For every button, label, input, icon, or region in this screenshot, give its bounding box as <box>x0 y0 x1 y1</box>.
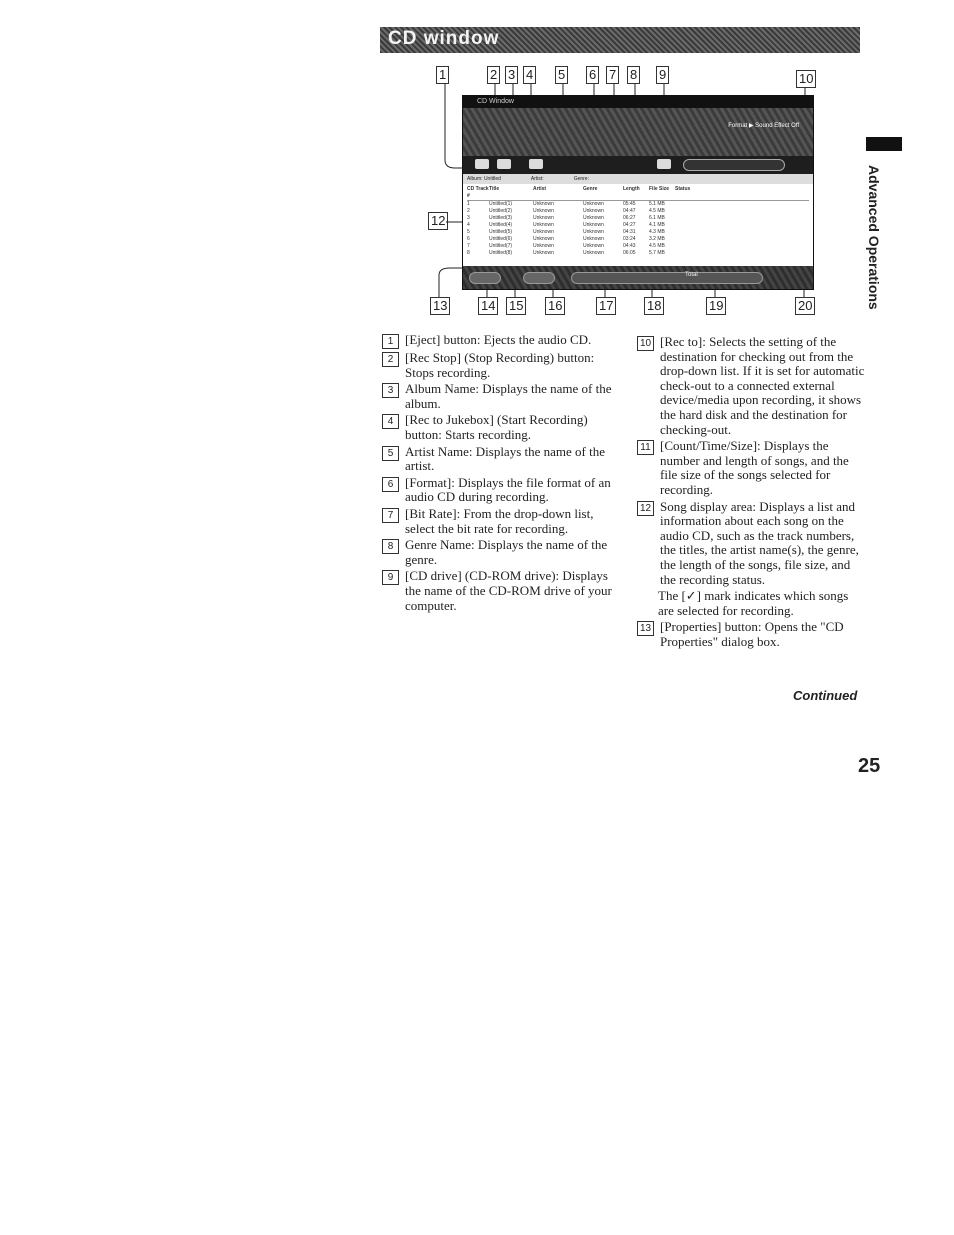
table-cell: 05:45 <box>623 201 636 207</box>
callout-5: 5 <box>555 66 568 84</box>
table-cell <box>675 250 715 257</box>
table-cell: 06:27 <box>623 215 636 221</box>
table-cell <box>675 229 715 236</box>
item-number: 11 <box>637 440 654 455</box>
eject-button[interactable] <box>475 159 489 169</box>
item-text: [Rec Stop] (Stop Recording) button: Stops recording. <box>405 350 595 380</box>
table-row[interactable] <box>467 236 809 243</box>
continued-label: Continued <box>793 688 858 703</box>
table-cell: Unknown <box>533 236 554 242</box>
table-cell: 04:43 <box>623 243 636 249</box>
callout-6: 6 <box>586 66 599 84</box>
item-number: 5 <box>382 446 399 461</box>
item-number: 9 <box>382 570 399 585</box>
table-cell: Unknown <box>533 201 554 207</box>
table-cell: Untitled(4) <box>489 222 513 228</box>
table-cell: Unknown <box>533 229 554 235</box>
total-label: Total <box>685 272 698 278</box>
screenshot-titlebar: CD Window <box>463 96 813 108</box>
table-cell <box>675 208 715 215</box>
table-cell <box>675 222 715 229</box>
table-cell: Unknown <box>583 229 604 235</box>
table-cell: Untitled(2) <box>489 208 513 214</box>
table-cell: Untitled(1) <box>489 201 513 207</box>
table-cell: 5.1 MB <box>649 201 665 207</box>
col-artist[interactable]: Artist <box>533 186 547 192</box>
callout-7: 7 <box>606 66 619 84</box>
list-header <box>467 186 809 201</box>
callout-1: 1 <box>436 66 449 84</box>
table-row[interactable] <box>467 243 809 250</box>
callout-12: 12 <box>428 212 448 230</box>
callout-15: 15 <box>506 297 526 315</box>
list-item <box>382 445 614 474</box>
table-cell: 8 <box>467 250 470 256</box>
table-cell: 4.5 MB <box>649 208 665 214</box>
list-item <box>637 620 865 649</box>
item-text: [Rec to Jukebox] (Start Recording) button: Starts recording. <box>405 412 588 442</box>
col-length[interactable]: Length <box>623 186 640 192</box>
table-cell: Unknown <box>533 243 554 249</box>
table-cell: Unknown <box>533 250 554 256</box>
col-genre[interactable]: Genre <box>583 186 598 192</box>
screenshot-bottombar <box>463 266 813 290</box>
list-item <box>382 507 614 536</box>
album-infobar <box>463 174 813 184</box>
side-label-text: Advanced Operations <box>866 165 882 310</box>
callout-18: 18 <box>644 297 664 315</box>
item-text: [Eject] button: Ejects the audio CD. <box>405 332 592 347</box>
table-cell: 4.5 MB <box>649 243 665 249</box>
cd-window-screenshot <box>462 95 814 290</box>
list-item <box>382 569 614 613</box>
callout-14: 14 <box>478 297 498 315</box>
item-number: 4 <box>382 414 399 429</box>
table-row[interactable] <box>467 229 809 236</box>
count-time-size-box <box>571 272 763 284</box>
table-cell: 3.2 MB <box>649 236 665 242</box>
bottom-control[interactable] <box>523 272 555 284</box>
table-cell <box>675 215 715 222</box>
side-label <box>862 165 882 345</box>
callout-10: 10 <box>796 70 816 88</box>
album-name: Album: Untitled <box>467 176 501 182</box>
artist-name: Artist: <box>530 176 544 182</box>
callout-4: 4 <box>523 66 536 84</box>
table-cell: 4 <box>467 222 470 228</box>
table-cell: Unknown <box>583 222 604 228</box>
item-number: 3 <box>382 383 399 398</box>
table-cell: Unknown <box>583 236 604 242</box>
table-cell: 5 <box>467 229 470 235</box>
table-cell: Untitled(8) <box>489 250 513 256</box>
table-row[interactable] <box>467 208 809 215</box>
table-cell: 6.1 MB <box>649 215 665 221</box>
callout-17: 17 <box>596 297 616 315</box>
table-cell: Unknown <box>533 222 554 228</box>
callout-9: 9 <box>656 66 669 84</box>
table-row[interactable] <box>467 222 809 229</box>
table-cell <box>675 236 715 243</box>
list-item <box>637 335 865 437</box>
item-text: [Properties] button: Opens the "CD Properties" dialog box. <box>660 619 844 649</box>
callout-13: 13 <box>430 297 450 315</box>
banner-info: Format ▶ Sound Effect Off <box>728 123 799 129</box>
right-column <box>637 335 865 651</box>
table-cell: 4.3 MB <box>649 229 665 235</box>
table-cell: 2 <box>467 208 470 214</box>
screenshot-banner <box>463 108 813 156</box>
table-cell: 04:27 <box>623 222 636 228</box>
item-number: 10 <box>637 336 654 351</box>
section-tab <box>866 137 902 151</box>
rec-to-jukebox-button[interactable] <box>529 159 543 169</box>
col-size[interactable]: File Size <box>649 186 670 192</box>
table-cell: 1 <box>467 201 470 207</box>
table-row[interactable] <box>467 215 809 222</box>
table-cell: Unknown <box>583 208 604 214</box>
table-cell: Unknown <box>533 208 554 214</box>
properties-button[interactable] <box>469 272 501 284</box>
table-cell: 3 <box>467 215 470 221</box>
callout-3: 3 <box>505 66 518 84</box>
genre-name: Genre: <box>573 176 589 182</box>
item-text: Genre Name: Displays the name of the genre. <box>405 537 608 567</box>
item-number: 6 <box>382 477 399 492</box>
table-cell: 03:24 <box>623 236 636 242</box>
song-display-area <box>463 184 813 266</box>
item-text: [Rec to]: Selects the setting of the destination for checking out from the drop-down list. If it is set for automatic check-out to a connected external device/media upon recording, it shows the hard disk and the destination for checking-out. <box>660 334 865 437</box>
item-text: [Format]: Displays the file format of an audio CD during recording. <box>405 474 611 505</box>
table-cell: 06:05 <box>623 250 636 256</box>
table-cell: 04:31 <box>623 229 636 235</box>
table-cell: Unknown <box>583 250 604 256</box>
item-number: 13 <box>637 621 654 636</box>
table-cell: 6 <box>467 236 470 242</box>
col-track[interactable]: CD Track # <box>467 186 489 199</box>
item-number: 7 <box>382 508 399 523</box>
cd-drive-selector[interactable] <box>657 159 671 169</box>
callout-16: 16 <box>545 297 565 315</box>
item-text: [CD drive] (CD-ROM drive): Displays the name of the CD-ROM drive of your computer. <box>405 568 612 613</box>
item-number: 12 <box>637 501 654 516</box>
screenshot-toolbar <box>463 156 813 174</box>
table-cell <box>675 243 715 250</box>
header-title: CD window <box>388 28 500 49</box>
table-cell: 5.7 MB <box>649 250 665 256</box>
table-cell: Unknown <box>583 215 604 221</box>
item-text: Artist Name: Displays the name of the artist. <box>405 443 606 474</box>
item-text: [Bit Rate]: From the drop-down list, select the bit rate for recording. <box>405 505 594 536</box>
list-item <box>382 476 614 505</box>
table-cell: 4.1 MB <box>649 222 665 228</box>
table-row[interactable] <box>467 250 809 257</box>
list-item <box>637 500 865 588</box>
callout-8: 8 <box>627 66 640 84</box>
callout-20: 20 <box>795 297 815 315</box>
col-status[interactable]: Status <box>675 186 691 192</box>
list-item <box>382 333 614 349</box>
item-number: 2 <box>382 352 399 367</box>
list-item <box>382 351 614 380</box>
item-number: 8 <box>382 539 399 554</box>
item-text: [Count/Time/Size]: Displays the number and length of songs, and the file size of the songs selected for recording. <box>660 438 849 497</box>
callout-2: 2 <box>487 66 500 84</box>
item-number: 1 <box>382 334 399 349</box>
list-item <box>382 538 614 567</box>
table-cell: Untitled(6) <box>489 236 513 242</box>
table-cell: 04:47 <box>623 208 636 214</box>
page-number: 25 <box>858 755 881 777</box>
left-column <box>382 333 614 615</box>
rec-to-dropdown[interactable] <box>683 159 785 171</box>
list-item <box>637 439 865 497</box>
table-cell: Unknown <box>583 243 604 249</box>
table-cell: Unknown <box>533 215 554 221</box>
list-item <box>382 382 614 411</box>
table-cell: Untitled(3) <box>489 215 513 221</box>
table-cell: 7 <box>467 243 470 249</box>
rec-stop-button[interactable] <box>497 159 511 169</box>
col-title[interactable]: Title <box>489 186 500 192</box>
item-text: Song display area: Displays a list and information about each song on the audio CD, such as the track numbers, the titles, the artist name(s), the genre, the length of the songs, file size, and the recording status. <box>660 498 859 587</box>
table-cell: Untitled(7) <box>489 243 513 249</box>
table-row[interactable] <box>467 201 809 208</box>
table-cell: Untitled(5) <box>489 229 513 235</box>
table-cell <box>675 201 715 208</box>
callout-19: 19 <box>706 297 726 315</box>
table-cell: Unknown <box>583 201 604 207</box>
list-item <box>382 413 614 442</box>
item-text: Album Name: Displays the name of the album. <box>405 381 612 411</box>
selection-note: The [✓] mark indicates which songs are selected for recording. <box>658 588 849 618</box>
